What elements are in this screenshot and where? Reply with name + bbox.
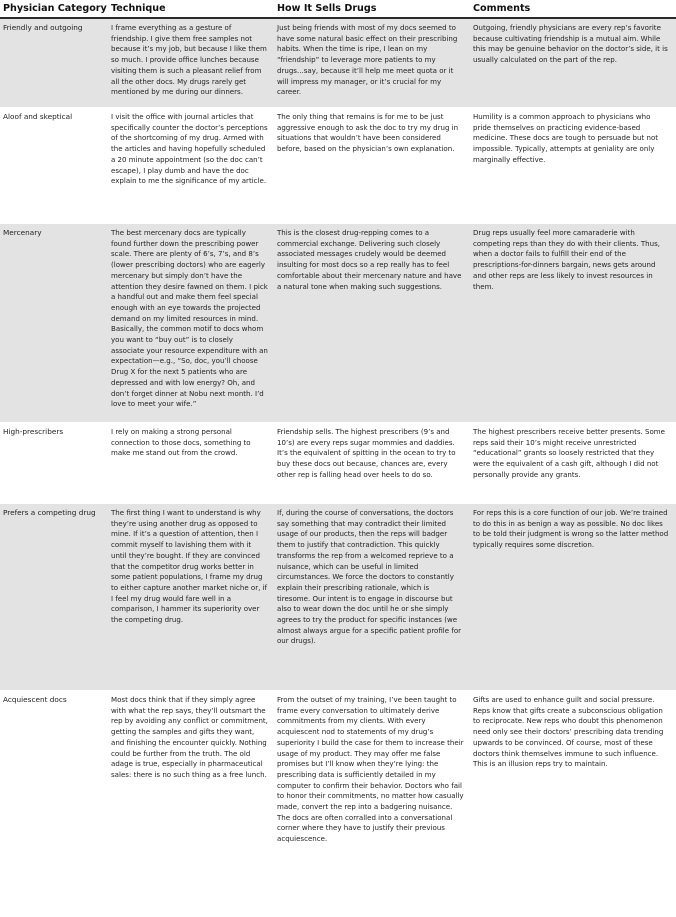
sells-cell: From the outset of my training, I’ve been taught to frame every conversation to ultimately derive commitments from my clients. With every acquiescent nod to statements of my drug’s superiority I build the case for them to increase their usage of my product. They may offer me false promises but I’ll know when they’re lying: the prescribing data is sufficiently detailed in my computer to confirm their behavior. Doctors who fail to honor their commitments, no matter how casually made, convert the rep into a badgering nuisance. The docs are often corralled into a conversational corner where they have to justify their previous acquiescence.: [274, 691, 470, 915]
sells-cell: The only thing that remains is for me to be just aggressive enough to ask the doc to try my drug in situations that wouldn’t have been considered before, based on the physician’s own explanation.: [274, 108, 470, 224]
technique-cell: The first thing I want to understand is why they’re using another drug as opposed to mine. If it’s a question of attention, then I commit myself to lavishing them with it until they’re bought. If they are convinced that the competitor drug works better in some patient populations, I frame my drug to either capture another market niche or, if I feel my drug would fare well in a comparison, I hammer its superiority over the competing drug.: [108, 504, 274, 691]
comments-cell: For reps this is a core function of our job. We’re trained to do this in as benign a way as possible. No doc likes to be told their judgment is wrong so the latter method typically requires some discretion.: [470, 504, 676, 691]
technique-cell: I visit the office with journal articles that specifically counter the doctor’s perceptions of the shortcoming of my drug. Armed with the articles and having hopefully scheduled a 20 minute appointment (so the doc can’t escape), I play dumb and have the doc explain to me the significance of my article.: [108, 108, 274, 224]
category-cell: Mercenary: [0, 224, 108, 423]
comments-cell: The highest prescribers receive better presents. Some reps said their 10’s might receive unrestricted “educational” grants so loosely restricted that they were the equivalent of a cash gift, although I did not personally provide any grants.: [470, 423, 676, 504]
table-row-friendly: [0, 19, 676, 108]
sells-cell: This is the closest drug-repping comes to a commercial exchange. Delivering such closely associated messages crudely would be deemed insulting for most docs so a rep really has to feel comfortable about their mercenary nature and have a natural tone when making such suggestions.: [274, 224, 470, 423]
technique-cell: I frame everything as a gesture of friendship. I give them free samples not because it’s my job, but because I like them so much. I provide office lunches because visiting them is such a pleasant relief from all the other docs. My drugs rarely get mentioned by me during our dinners.: [108, 19, 274, 108]
sells-cell: Just being friends with most of my docs seemed to have some natural basic effect on their prescribing habits. When the time is ripe, I lean on my “friendship” to leverage more patients to my drugs...say, because it’ll help me meet quota or it will impress my manager, or it’s crucial for my career.: [274, 19, 470, 108]
technique-cell: Most docs think that if they simply agree with what the rep says, they’ll outsmart the rep by avoiding any conflict or commitment, getting the samples and gifts they want, and finishing the encounter quickly. Nothing could be further from the truth. The old adage is true, especially in pharmaceutical sales: there is no such thing as a free lunch.: [108, 691, 274, 915]
technique-cell: I rely on making a strong personal connection to those docs, something to make me stand out from the crowd.: [108, 423, 274, 504]
category-cell: Prefers a competing drug: [0, 504, 108, 691]
comments-cell: Gifts are used to enhance guilt and social pressure. Reps know that gifts create a subconscious obligation to reciprocate. New reps who doubt this phenomenon need only see their doctors’ prescribing data trending upwards to be convinced. Of course, most of these doctors think themselves immune to such influence. This is an illusion reps try to maintain.: [470, 691, 676, 915]
category-cell: Friendly and outgoing: [0, 19, 108, 108]
comments-cell: Outgoing, friendly physicians are every rep’s favorite because cultivating friendship is a mutual aim. While this may be genuine behavior on the doctor’s side, it is usually calculated on the part of the rep.: [470, 19, 676, 108]
table-row-acquiescent: [0, 691, 676, 915]
technique-cell: The best mercenary docs are typically found further down the prescribing power scale. There are plenty of 6’s, 7’s, and 8’s (lower prescribing doctors) who are eagerly mercenary but simply don’t have the attention they desire fawned on them. I pick a handful out and make them feel special enough with an eye towards the projected demand on my limited resources in mind. Basically, the common motif to docs whom you want to “buy out” is to closely associate your resource expenditure with an expectation—e.g., “So, doc, you’ll choose Drug X for the next 5 patients who are depressed and with low energy? Oh, and don’t forget dinner at Nobu next month. I’d love to meet your wife.”: [108, 224, 274, 423]
comments-cell: Humility is a common approach to physicians who pride themselves on practicing evidence-based medicine. These docs are tough to persuade but not impossible. Typically, attempts at geniality are only marginally effective.: [470, 108, 676, 224]
header-row: [0, 0, 676, 19]
table-row-aloof: [0, 108, 676, 224]
table-row-competing-drug: [0, 504, 676, 691]
sells-cell: Friendship sells. The highest prescribers (9’s and 10’s) are every reps sugar mommies and daddies. It’s the equivalent of spitting in the ocean to try to buy these docs out because, chances are, every other rep is falling head over heels to do so.: [274, 423, 470, 504]
header-technique: Technique: [108, 0, 274, 19]
category-cell: Acquiescent docs: [0, 691, 108, 915]
table-row-mercenary: [0, 224, 676, 423]
header-how-it-sells-drugs: How It Sells Drugs: [274, 0, 470, 19]
comments-cell: Drug reps usually feel more camaraderie with competing reps than they do with their clients. Thus, when a doctor fails to fulfill their end of the prescriptions-for-dinners bargain, news gets around and other reps are less likely to invest resources in them.: [470, 224, 676, 423]
category-cell: Aloof and skeptical: [0, 108, 108, 224]
header-comments: Comments: [470, 0, 676, 19]
category-cell: High-prescribers: [0, 423, 108, 504]
table-row-high-prescribers: [0, 423, 676, 504]
sells-cell: If, during the course of conversations, the doctors say something that may contradict their limited usage of our products, then the reps will badger them to justify that contradiction. This quickly transforms the rep from a welcomed reprieve to a nuisance, which can be useful in limited circumstances. We force the doctors to constantly explain their prescribing rationale, which is tiresome. Our intent is to engage in discourse but also to wear down the doc until he or she simply agrees to try the product for specific instances (we almost always argue for a specific patient profile for our drugs).: [274, 504, 470, 691]
header-physician-category: Physician Category: [0, 0, 108, 19]
